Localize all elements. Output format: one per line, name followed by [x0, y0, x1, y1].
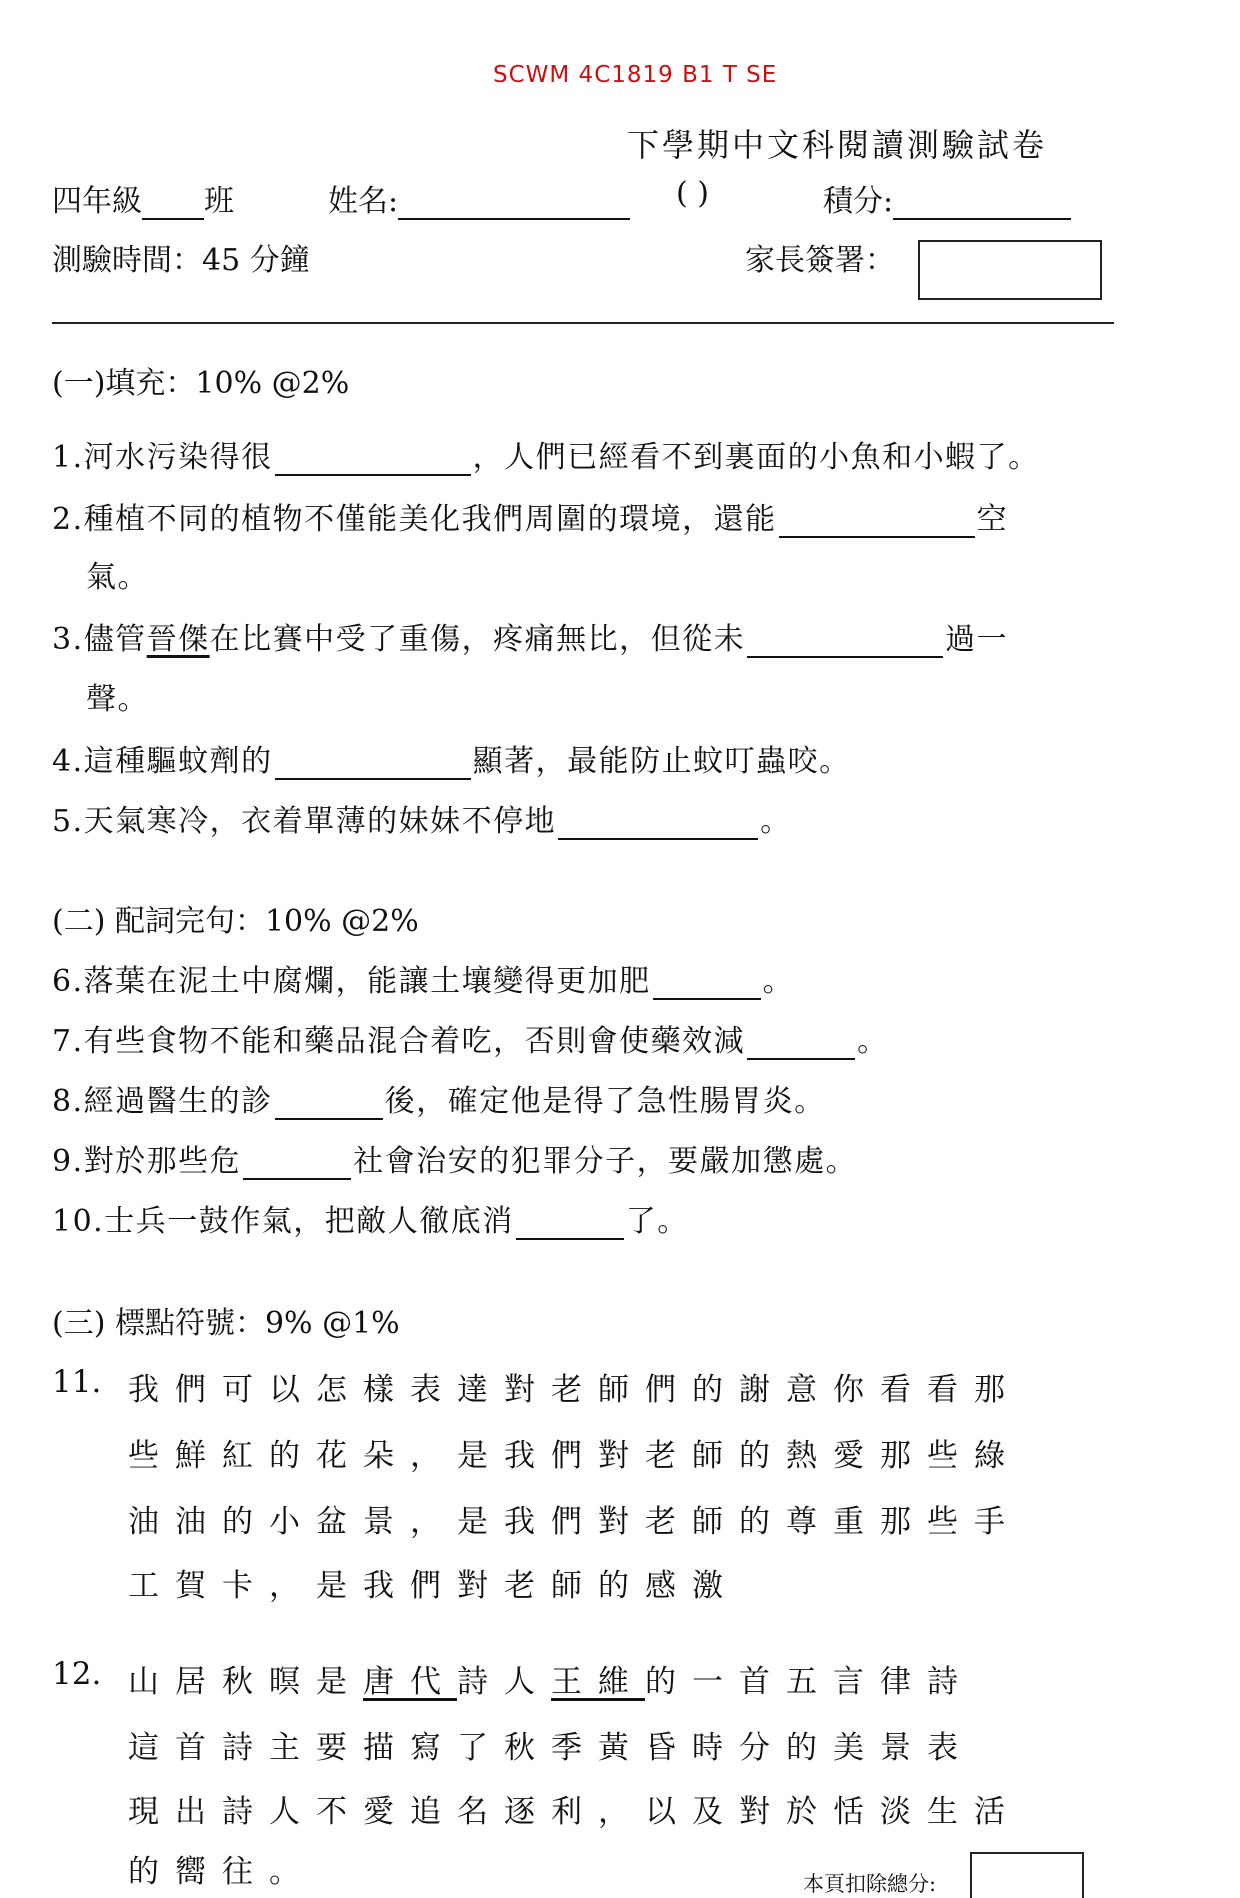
question-text: 這種驅蚊劑的 — [83, 744, 273, 779]
answer-blank[interactable] — [243, 1146, 351, 1180]
question-4 — [52, 736, 851, 780]
class-blank[interactable] — [142, 190, 204, 220]
grade-label — [52, 176, 234, 220]
question-text: ，人們已經看不到裏面的小魚和小蝦了。 — [472, 440, 1040, 475]
question-text: 經過醫生的診 — [83, 1084, 273, 1119]
class-label: 班 — [204, 184, 234, 219]
poet-name: 王維 — [551, 1664, 645, 1700]
question-1 — [52, 432, 1040, 476]
question-text: 後，確定他是得了急性腸胃炎。 — [384, 1084, 826, 1119]
score-blank[interactable] — [893, 190, 1071, 220]
question-text: 。 — [762, 964, 795, 999]
dynasty-name: 唐代 — [363, 1664, 457, 1700]
question-text: 。 — [857, 1024, 889, 1059]
question-text: 河水污染得很 — [83, 440, 273, 475]
question-12-number: 12. — [52, 1656, 102, 1692]
exam-code: SCWM 4C1819 B1 T SE — [493, 62, 778, 88]
question-number: 9. — [52, 1144, 84, 1179]
question-text: 顯著，最能防止蚊叮蟲咬。 — [472, 744, 851, 779]
question-text: 的一首五言律詩 — [645, 1664, 974, 1700]
question-number: 1. — [52, 440, 84, 475]
question-text: 了。 — [625, 1204, 689, 1239]
parent-sign-box[interactable] — [918, 240, 1102, 300]
question-11-line-4: 工賀卡，是我們對老師的感激 — [128, 1568, 739, 1604]
question-text: 對於那些危 — [83, 1144, 242, 1179]
section3-title: (三) 標點符號：9% @1% — [52, 1306, 400, 1341]
score-label: 積分: — [823, 184, 894, 219]
score-field — [823, 176, 1071, 220]
question-number: 5. — [52, 804, 84, 839]
question-2-cont: 氣。 — [86, 560, 149, 595]
question-12-line-2: 這首詩主要描寫了秋季黃昏時分的美景表 — [128, 1730, 974, 1766]
question-text: 天氣寒冷，衣着單薄的妹妹不停地 — [83, 804, 557, 839]
question-number: 4. — [52, 744, 84, 779]
question-3-cont: 聲。 — [86, 682, 149, 717]
header-divider — [52, 322, 1114, 324]
name-field — [328, 176, 630, 220]
grade-text: 四年級 — [52, 184, 142, 219]
answer-blank[interactable] — [747, 624, 943, 658]
question-2 — [52, 494, 1008, 538]
deduct-label: 本頁扣除總分: — [803, 1872, 937, 1896]
proper-name: 晉傑 — [146, 622, 210, 657]
question-10 — [52, 1196, 689, 1240]
question-text: 空 — [976, 502, 1009, 537]
page-title: 下學期中文科閱讀測驗試卷 — [627, 126, 1048, 164]
answer-blank[interactable] — [779, 504, 975, 538]
question-text: 詩人 — [457, 1664, 551, 1700]
question-12-line-1 — [128, 1656, 974, 1701]
question-number: 3. — [52, 622, 84, 657]
question-text: 有些食物不能和藥品混合着吃，否則會使藥效減 — [83, 1024, 746, 1059]
question-11-line-2: 些鮮紅的花朵，是我們對老師的熱愛那些綠 — [128, 1438, 1021, 1474]
question-number: 10. — [52, 1204, 105, 1239]
question-3 — [52, 614, 1008, 658]
question-number: 6. — [52, 964, 84, 999]
question-11-line-1: 我們可以怎樣表達對老師們的謝意你看看那 — [128, 1372, 1021, 1408]
question-number: 8. — [52, 1084, 84, 1119]
name-label: 姓名: — [328, 184, 399, 219]
answer-blank[interactable] — [747, 1026, 855, 1060]
name-blank[interactable] — [398, 190, 630, 220]
question-text: 社會治安的犯罪分子，要嚴加懲處。 — [353, 1144, 858, 1179]
question-text: 落葉在泥土中腐爛，能讓土壤變得更加肥 — [83, 964, 651, 999]
question-number: 7. — [52, 1024, 84, 1059]
question-text: 在比賽中受了重傷，疼痛無比，但從未 — [209, 622, 746, 657]
question-text: 山居秋暝是 — [128, 1664, 363, 1700]
question-text: 士兵一鼓作氣，把敵人徹底消 — [104, 1204, 514, 1239]
section1-title: (一)填充：10% @2% — [52, 366, 350, 401]
question-9 — [52, 1136, 857, 1180]
question-11-line-3: 油油的小盆景，是我們對老師的尊重那些手 — [128, 1504, 1021, 1540]
section2-title: (二) 配詞完句：10% @2% — [52, 904, 419, 939]
parent-sign-label: 家長簽署： — [745, 243, 895, 278]
question-12-line-4: 的嚮往。 — [128, 1854, 316, 1890]
answer-blank[interactable] — [653, 966, 761, 1000]
student-number[interactable]: ( ) — [676, 176, 709, 211]
question-text: 儘管 — [83, 622, 147, 657]
question-6 — [52, 956, 794, 1000]
answer-blank[interactable] — [558, 806, 758, 840]
time-label: 測驗時間：45 分鐘 — [52, 243, 310, 278]
answer-blank[interactable] — [275, 442, 471, 476]
question-text: 。 — [760, 804, 792, 839]
answer-blank[interactable] — [516, 1206, 624, 1240]
question-11-number: 11. — [52, 1364, 102, 1400]
question-text: 過一 — [945, 622, 1009, 657]
deduct-box[interactable] — [970, 1852, 1084, 1898]
question-5 — [52, 796, 792, 840]
answer-blank[interactable] — [275, 746, 471, 780]
question-text: 種植不同的植物不僅能美化我們周圍的環境，還能 — [83, 502, 777, 537]
answer-blank[interactable] — [275, 1086, 383, 1120]
question-12-line-3: 現出詩人不愛追名逐利，以及對於恬淡生活 — [128, 1794, 1021, 1830]
question-8 — [52, 1076, 826, 1120]
question-7 — [52, 1016, 889, 1060]
question-number: 2. — [52, 502, 84, 537]
